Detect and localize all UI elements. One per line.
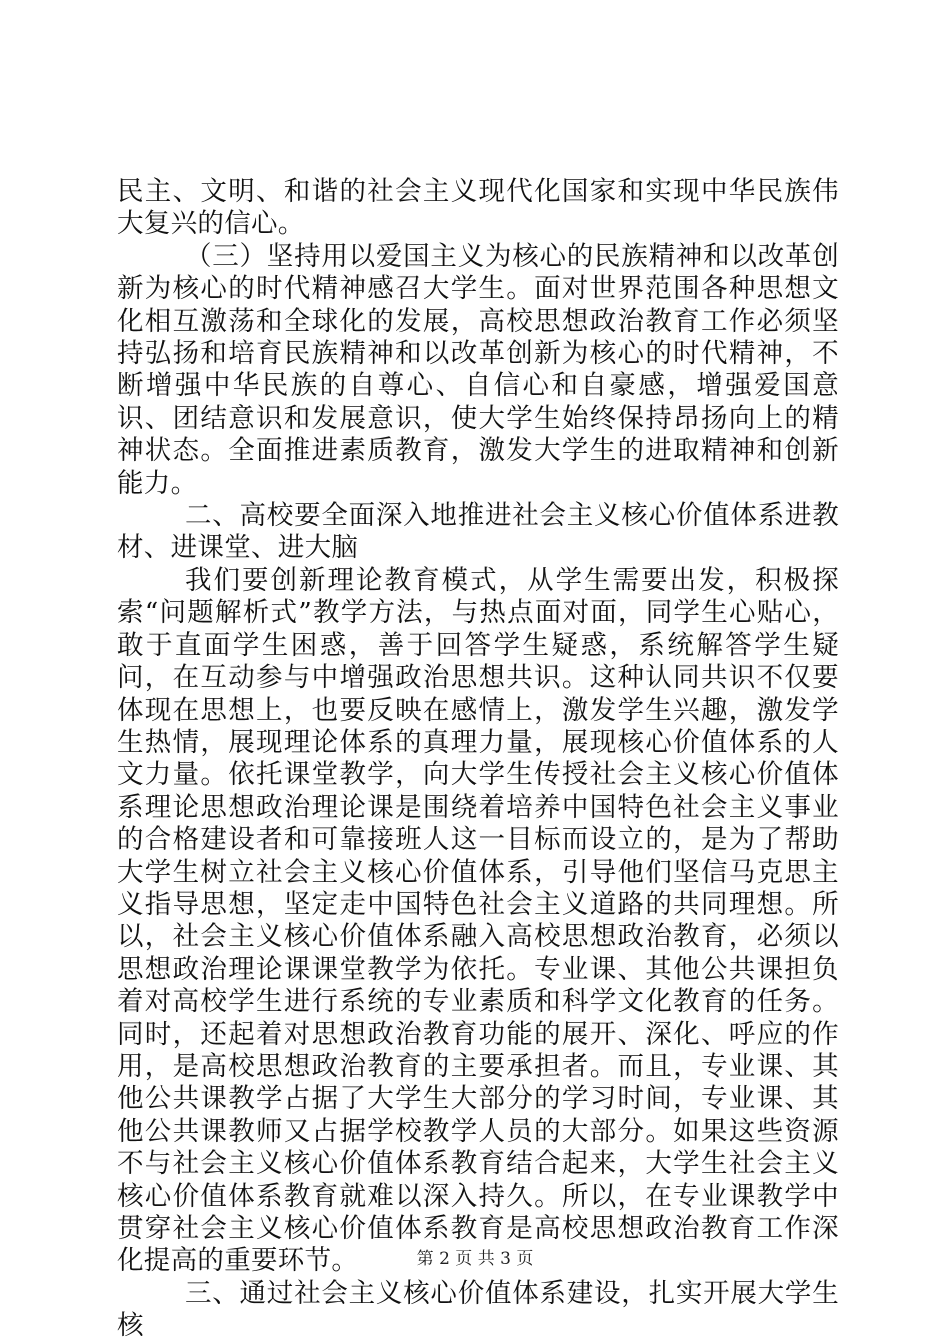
heading-section-three: 三、通过社会主义核心价值体系建设，扎实开展大学生核 xyxy=(117,1277,839,1342)
paragraph-section-3: （三）坚持用以爱国主义为核心的民族精神和以改革创新为核心的时代精神感召大学生。面对世界范围各种思想文化相互激荡和全球化的发展，高校思想政治教育工作必须坚持弘扬和培育民族精神和以改革创新为核心的时代精神，不断增强中华民族的自尊心、自信心和自豪感，增强爱国意识、团结意识和发展意识，使大学生始终保持昂扬向上的精神状态。全面推进素质教育，激发大学生的进取精神和创新能力。 xyxy=(117,240,839,499)
document-body xyxy=(117,176,839,1343)
paragraph-continuation: 民主、文明、和谐的社会主义现代化国家和实现中华民族伟大复兴的信心。 xyxy=(117,176,839,240)
heading-section-two: 二、高校要全面深入地推进社会主义核心价值体系进教材、进课堂、进大脑 xyxy=(117,500,839,564)
page-footer: 第 2 页 共 3 页 xyxy=(416,1249,534,1269)
paragraph-teaching-model: 我们要创新理论教育模式，从学生需要出发，积极探索“问题解析式”教学方法，与热点面对面，同学生心贴心，敢于直面学生困惑，善于回答学生疑惑，系统解答学生疑问，在互动参与中增强政治思想共识。这种认同共识不仅要体现在思想上，也要反映在感情上，激发学生兴趣，激发学生热情，展现理论体系的真理力量，展现核心价值体系的人文力量。依托课堂教学，向大学生传授社会主义核心价值体系理论思想政治理论课是围绕着培养中国特色社会主义事业的合格建设者和可靠接班人这一目标而设立的，是为了帮助大学生树立社会主义核心价值体系，引导他们坚信马克思主义指导思想，坚定走中国特色社会主义道路的共同理想。所以，社会主义核心价值体系融入高校思想政治教育，必须以思想政治理论课课堂教学为依托。专业课、其他公共课担负着对高校学生进行系统的专业素质和科学文化教育的任务。同时，还起着对思想政治教育功能的展开、深化、呼应的作用，是高校思想政治教育的主要承担者。而且，专业课、其他公共课教学占据了大学生大部分的学习时间，专业课、其他公共课教师又占据学校教学人员的大部分。如果这些资源不与社会主义核心价值体系教育结合起来，大学生社会主义核心价值体系教育就难以深入持久。所以，在专业课教学中贯穿社会主义核心价值体系教育是高校思想政治教育工作深化提高的重要环节。 xyxy=(117,564,839,1277)
